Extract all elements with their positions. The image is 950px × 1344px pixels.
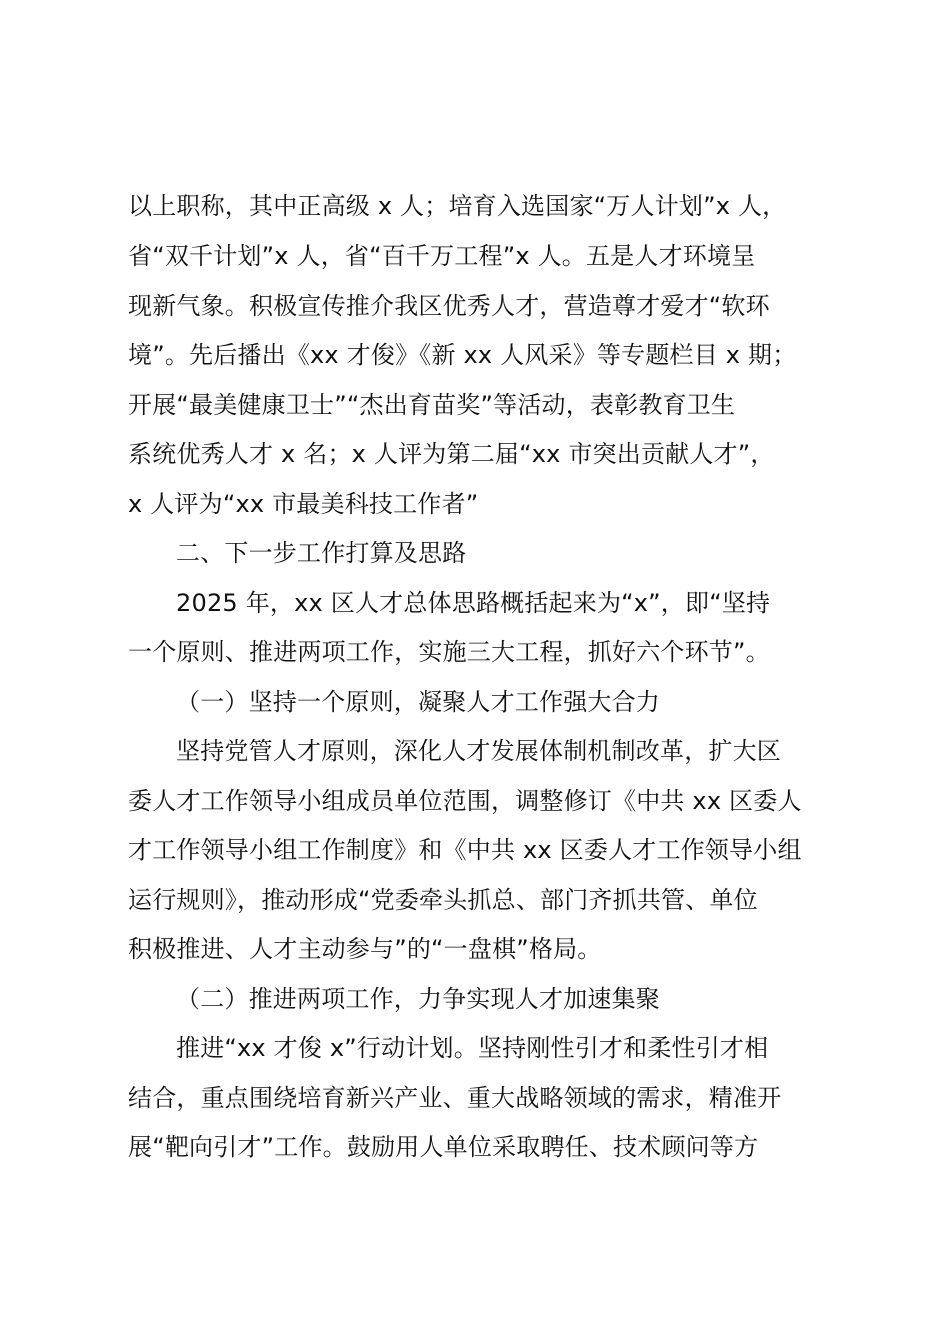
subsection-heading: （二）推进两项工作，力争实现人才加速集聚 bbox=[176, 985, 660, 1013]
body-text-line: 结合，重点围绕培育新兴产业、重大战略领域的需求，精准开 bbox=[128, 1084, 782, 1112]
body-text-line: 运行规则》，推动形成“党委牵头抓总、部门齐抓共管、单位 bbox=[128, 886, 758, 914]
paragraph-first-line: 推进“xx 才俊 x”行动计划。坚持刚性引才和柔性引才相 bbox=[176, 1034, 769, 1062]
section-heading: 二、下一步工作打算及思路 bbox=[176, 539, 467, 567]
body-text-line: 现新气象。积极宣传推介我区优秀人才，营造尊才爱才“软环 bbox=[128, 292, 770, 320]
paragraph-first-line: 坚持党管人才原则，深化人才发展体制机制改革，扩大区 bbox=[176, 737, 781, 765]
body-text-line: 积极推进、人才主动参与”的“一盘棋”格局。 bbox=[128, 935, 602, 963]
body-text-line: 委人才工作领导小组成员单位范围，调整修订《中共 xx 区委人 bbox=[128, 787, 802, 815]
paragraph-first-line: 2025 年，xx 区人才总体思路概括起来为“x”，即“坚持 bbox=[176, 589, 771, 617]
body-text-line: 系统优秀人才 x 名；x 人评为第二届“xx 市突出贡献人才”， bbox=[128, 440, 775, 468]
body-text-line: 开展“最美健康卫士”“杰出育苗奖”等活动，表彰教育卫生 bbox=[128, 391, 736, 419]
body-text-line: 展“靶向引才”工作。鼓励用人单位采取聘任、技术顾问等方 bbox=[128, 1133, 759, 1161]
body-text-line: 境”。先后播出《xx 才俊》《新 xx 人风采》等专题栏目 x 期； bbox=[128, 341, 797, 369]
body-text-line: 以上职称，其中正高级 x 人；培育入选国家“万人计划”x 人， bbox=[128, 192, 787, 220]
body-text-line: 省“双千计划”x 人，省“百千万工程”x 人。五是人才环境呈 bbox=[128, 242, 756, 270]
subsection-heading: （一）坚持一个原则，凝聚人才工作强大合力 bbox=[176, 688, 660, 716]
body-text-line: x 人评为“xx 市最美科技工作者” bbox=[128, 490, 479, 518]
body-text-line: 一个原则、推进两项工作，实施三大工程，抓好六个环节”。 bbox=[128, 638, 770, 666]
body-text-line: 才工作领导小组工作制度》和《中共 xx 区委人才工作领导小组 bbox=[128, 836, 802, 864]
